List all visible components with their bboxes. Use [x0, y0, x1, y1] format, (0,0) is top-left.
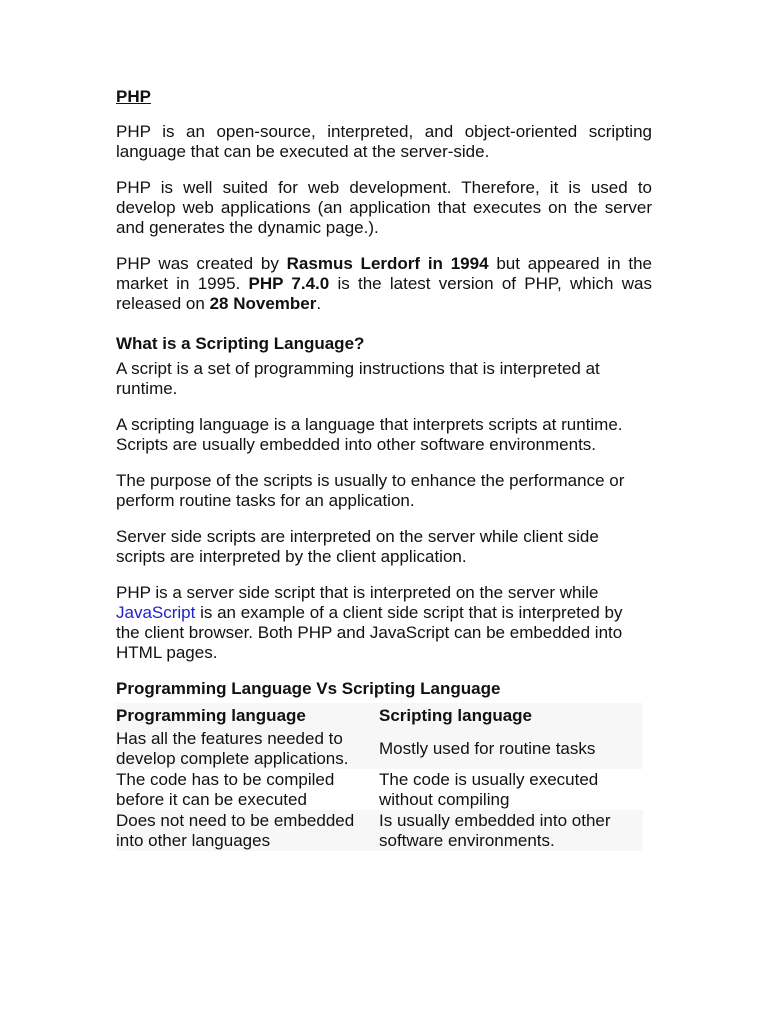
scripting-paragraph-2: A scripting language is a language that interprets scripts at runtime. Scripts are usually embedded into other software environments.: [116, 415, 623, 454]
intro-paragraph-2: PHP is well suited for web development. Therefore, it is used to develop web applications (an application that executes on the server and generates the dynamic page.).: [116, 178, 652, 237]
text-run: is an example of a client side script that is interpreted by the client browser. Both PHP and JavaScript can be embedded into HTML pages.: [116, 603, 623, 662]
table-cell: The code has to be compiled before it can be executed: [116, 769, 335, 809]
text-run: PHP was created by: [116, 254, 287, 273]
scripting-heading: What is a Scripting Language?: [116, 334, 365, 353]
table-cell: Mostly used for routine tasks: [379, 728, 643, 769]
javascript-link[interactable]: JavaScript: [116, 603, 196, 622]
scripting-paragraph-5: [116, 583, 644, 663]
header-scripting-language: Scripting language: [379, 703, 643, 728]
scripting-paragraph-1: A script is a set of programming instructions that is interpreted at runtime.: [116, 359, 600, 398]
intro-paragraph-1: PHP is an open-source, interpreted, and object-oriented scripting language that can be executed at the server-side.: [116, 122, 652, 161]
text-run: but appeared in the market in 1995.: [116, 254, 652, 293]
intro-section: [116, 122, 652, 314]
intro-paragraph-3: [116, 254, 652, 314]
scripting-section: [116, 359, 652, 663]
table-cell: Does not need to be embedded into other languages: [116, 810, 379, 851]
bold-run-creator: Rasmus Lerdorf in 1994: [286, 254, 489, 273]
scripting-paragraph-4: Server side scripts are interpreted on the server while client side scripts are interpreted by the client application.: [116, 527, 599, 566]
table-cell: The code is usually executed without compiling: [379, 769, 599, 809]
document-content: [116, 86, 652, 851]
text-run: is the latest version of PHP, which was released on: [116, 274, 652, 313]
page-title: PHP: [116, 87, 151, 106]
scripting-paragraph-3: The purpose of the scripts is usually to enhance the performance or perform routine tasks for an application.: [116, 471, 625, 510]
bold-run-date: 28 November: [209, 294, 317, 313]
text-run: PHP is a server side script that is interpreted on the server while: [116, 583, 599, 602]
comparison-heading: Programming Language Vs Scripting Language: [116, 679, 501, 698]
text-run: .: [316, 294, 322, 313]
table-cell: Is usually embedded into other software environments.: [379, 810, 643, 851]
header-programming-language: Programming language: [116, 703, 379, 728]
comparison-table: [116, 703, 643, 851]
table-row: [116, 810, 643, 851]
bold-run-version: PHP 7.4.0: [248, 274, 330, 293]
table-header-row: [116, 703, 643, 728]
table-row: [116, 769, 643, 810]
table-row: [116, 728, 643, 769]
table-cell: Has all the features needed to develop complete applications.: [116, 728, 379, 769]
